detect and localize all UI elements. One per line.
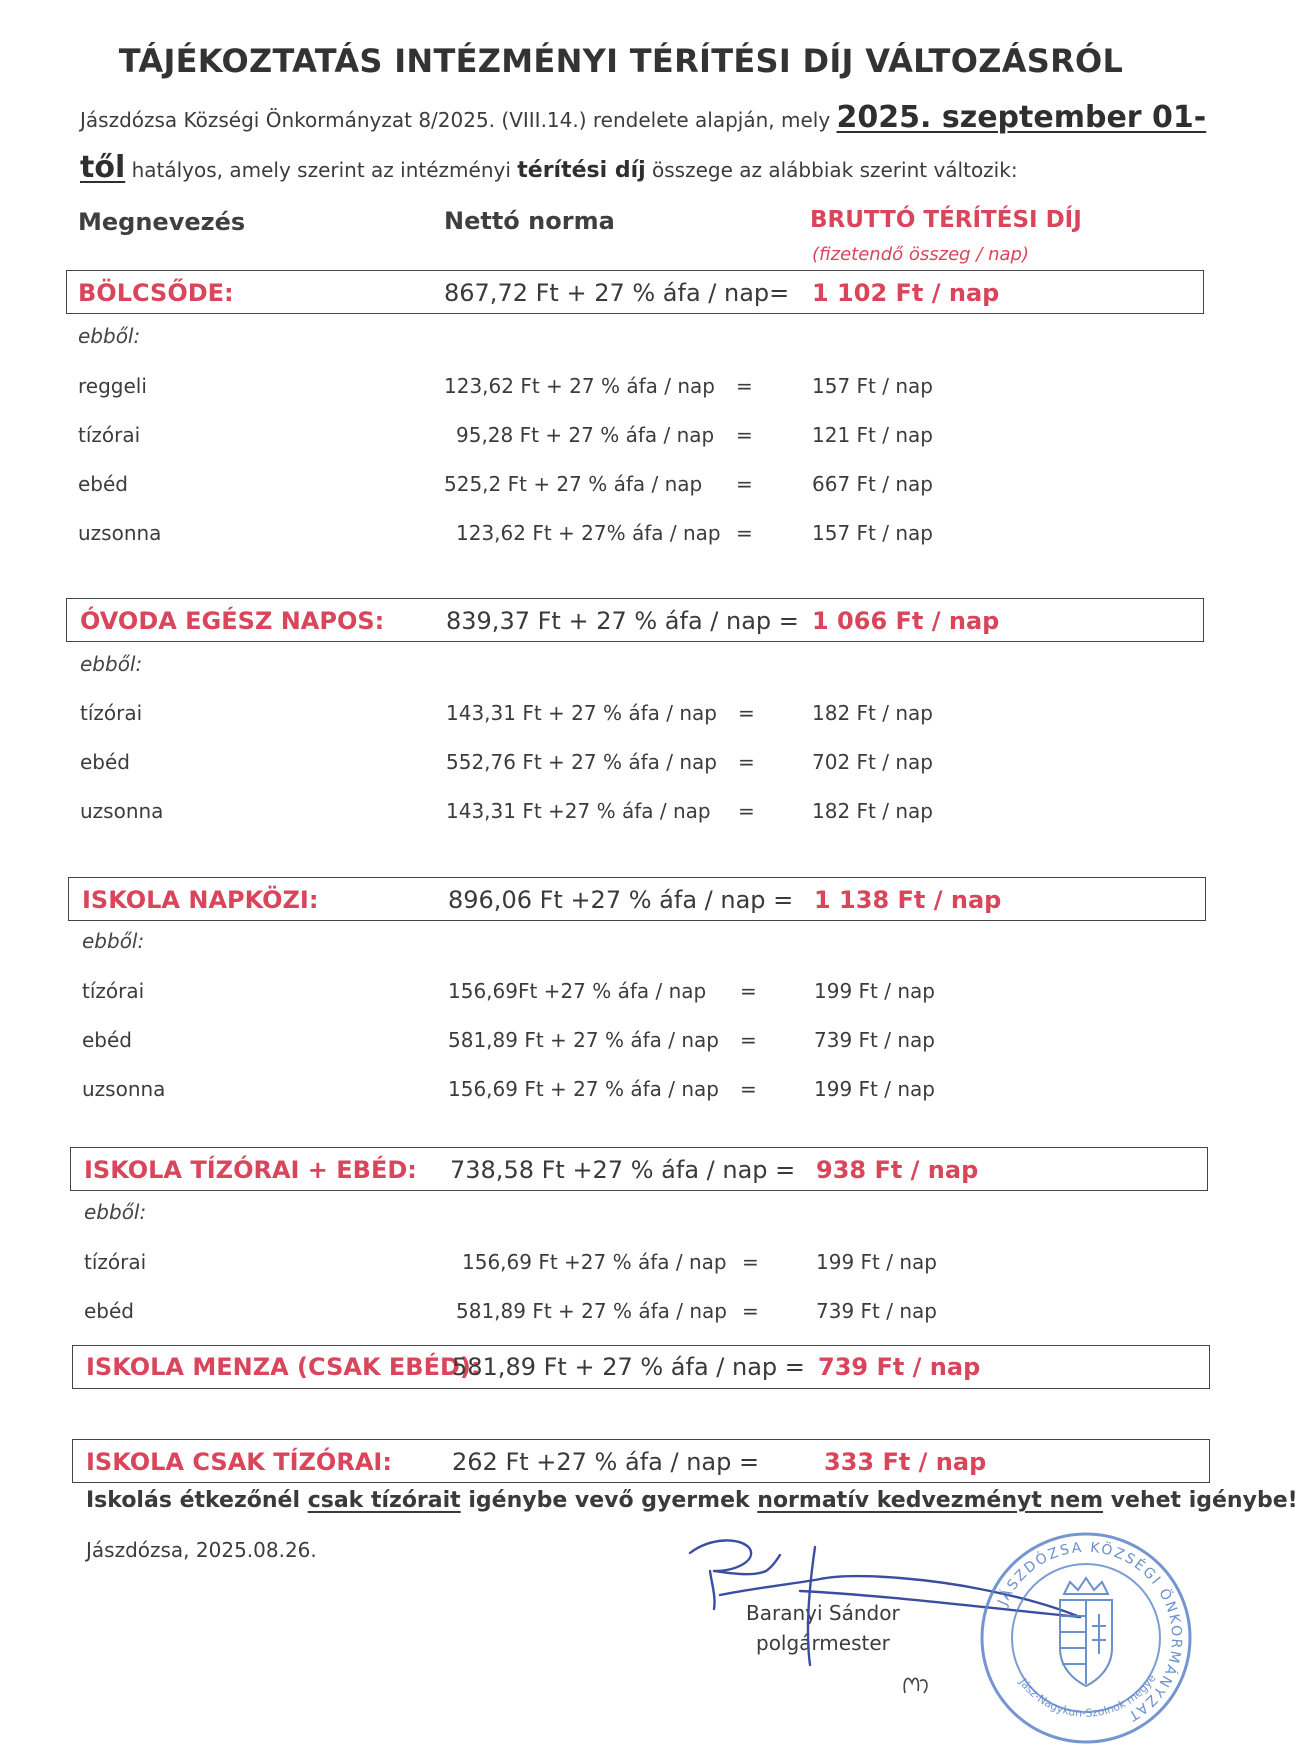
header-net: Nettó norma (444, 207, 615, 235)
item-gross: 182 Ft / nap (812, 701, 933, 725)
stamp-text: JÁSZDÓZSA KÖZSÉGI ÖNKORMÁNYZAT (994, 1539, 1185, 1725)
section-gross-csak-tizorai: 333 Ft / nap (824, 1448, 987, 1476)
section-gross-napkozi: 1 138 Ft / nap (814, 886, 1002, 914)
ebbol-label: ebből: (82, 929, 145, 953)
item-net: 156,69 Ft + 27 % áfa / nap (448, 1077, 719, 1101)
item-equals: = (736, 374, 753, 398)
item-gross: 702 Ft / nap (812, 750, 933, 774)
section-gross-tizorai-ebed: 938 Ft / nap (816, 1156, 979, 1184)
item-name: tízórai (80, 701, 143, 725)
item-name: tízórai (84, 1250, 147, 1274)
ebbol-label: ebből: (78, 324, 141, 348)
signer-name: Baranyi Sándor (746, 1601, 900, 1625)
item-gross: 157 Ft / nap (812, 374, 933, 398)
item-net: 156,69Ft +27 % áfa / nap (448, 979, 707, 1003)
intro-bold: térítési díj (517, 158, 646, 183)
page-title: TÁJÉKOZTATÁS INTÉZMÉNYI TÉRÍTÉSI DÍJ VÁLTOZÁSRÓL (118, 42, 1124, 80)
section-net-bolcsode: 867,72 Ft + 27 % áfa / nap= (444, 279, 790, 307)
item-gross: 739 Ft / nap (816, 1299, 937, 1323)
item-net: 156,69 Ft +27 % áfa / nap (462, 1250, 727, 1274)
item-net: 581,89 Ft + 27 % áfa / nap (448, 1028, 719, 1052)
section-name-tizorai-ebed: ISKOLA TÍZÓRAI + EBÉD: (84, 1156, 417, 1184)
item-name: ebéd (84, 1299, 134, 1323)
item-name: tízórai (82, 979, 145, 1003)
warning-text: igénybe vevő gyermek (460, 1488, 758, 1513)
section-name-ovoda: ÓVODA EGÉSZ NAPOS: (80, 607, 385, 635)
warning-text: Iskolás étkezőnél (86, 1488, 308, 1513)
warning-note (86, 1488, 1298, 1513)
item-equals: = (740, 1077, 757, 1101)
item-net: 581,89 Ft + 27 % áfa / nap (456, 1299, 727, 1323)
item-equals: = (740, 979, 757, 1003)
item-net: 123,62 Ft + 27% áfa / nap (456, 521, 721, 545)
item-net: 143,31 Ft + 27 % áfa / nap (446, 701, 717, 725)
item-name: uzsonna (78, 521, 162, 545)
stamp-bottom-text: Jász-Nagykun-Szolnok megye (1016, 1671, 1159, 1720)
item-name: ebéd (82, 1028, 132, 1052)
item-gross: 199 Ft / nap (814, 979, 935, 1003)
item-equals: = (742, 1299, 759, 1323)
item-gross: 199 Ft / nap (816, 1250, 937, 1274)
header-gross-note: (fizetendő összeg / nap) (812, 244, 1029, 265)
item-gross: 739 Ft / nap (814, 1028, 935, 1052)
ebbol-label: ebből: (80, 652, 143, 676)
section-net-menza: 581,89 Ft + 27 % áfa / nap = (452, 1353, 805, 1381)
item-equals: = (736, 472, 753, 496)
item-name: ebéd (80, 750, 130, 774)
header-name: Megnevezés (78, 208, 246, 236)
item-name: uzsonna (80, 799, 164, 823)
item-equals: = (738, 750, 755, 774)
item-net: 95,28 Ft + 27 % áfa / nap (456, 423, 715, 447)
warning-underlined: normatív kedvezményt nem (757, 1488, 1104, 1513)
signer-role: polgármester (756, 1631, 890, 1655)
item-net: 552,76 Ft + 27 % áfa / nap (446, 750, 717, 774)
warning-text: vehet igénybe! (1103, 1488, 1298, 1513)
item-equals: = (738, 701, 755, 725)
warning-underlined: csak tízórait (307, 1488, 461, 1513)
stamp-image (978, 1530, 1194, 1746)
item-gross: 182 Ft / nap (812, 799, 933, 823)
section-name-csak-tizorai: ISKOLA CSAK TÍZÓRAI: (86, 1448, 392, 1476)
item-name: uzsonna (82, 1077, 166, 1101)
item-equals: = (736, 521, 753, 545)
item-equals: = (742, 1250, 759, 1274)
section-gross-menza: 739 Ft / nap (818, 1353, 981, 1381)
item-equals: = (738, 799, 755, 823)
section-gross-bolcsode: 1 102 Ft / nap (812, 279, 1000, 307)
intro-text-2: hatályos, amely szerint az intézményi (125, 158, 518, 182)
intro-line-1 (80, 100, 1206, 135)
item-net: 525,2 Ft + 27 % áfa / nap (444, 472, 703, 496)
section-gross-ovoda: 1 066 Ft / nap (812, 607, 1000, 635)
place-date: Jászdózsa, 2025.08.26. (86, 1538, 317, 1562)
section-net-ovoda: 839,37 Ft + 27 % áfa / nap = (446, 607, 799, 635)
intro-line-2 (80, 150, 1018, 185)
item-gross: 667 Ft / nap (812, 472, 933, 496)
section-net-csak-tizorai: 262 Ft +27 % áfa / nap = (452, 1448, 760, 1476)
header-gross: BRUTTÓ TÉRÍTÉSI DÍJ (810, 207, 1082, 233)
intro-text-3: összege az alábbiak szerint változik: (645, 158, 1018, 182)
item-equals: = (736, 423, 753, 447)
item-name: reggeli (78, 374, 147, 398)
ebbol-label: ebből: (84, 1200, 147, 1224)
item-name: ebéd (78, 472, 128, 496)
item-gross: 157 Ft / nap (812, 521, 933, 545)
intro-text: Jászdózsa Községi Önkormányzat 8/2025. (VIII.14.) rendelete alapján, mely (80, 108, 831, 132)
item-gross: 121 Ft / nap (812, 423, 933, 447)
intro-date: . szeptember 01- (920, 100, 1207, 135)
item-gross: 199 Ft / nap (814, 1077, 935, 1101)
item-net: 143,31 Ft +27 % áfa / nap (446, 799, 711, 823)
item-equals: = (740, 1028, 757, 1052)
section-name-napkozi: ISKOLA NAPKÖZI: (82, 886, 319, 914)
section-net-napkozi: 896,06 Ft +27 % áfa / nap = (448, 886, 794, 914)
section-net-tizorai-ebed: 738,58 Ft +27 % áfa / nap = (450, 1156, 796, 1184)
section-name-menza: ISKOLA MENZA (CSAK EBÉD): (86, 1353, 481, 1381)
section-name-bolcsode: BÖLCSŐDE: (78, 279, 234, 307)
intro-tol: től (80, 150, 126, 185)
intro-year: 2025 (836, 100, 921, 135)
item-net: 123,62 Ft + 27 % áfa / nap (444, 374, 715, 398)
item-name: tízórai (78, 423, 141, 447)
